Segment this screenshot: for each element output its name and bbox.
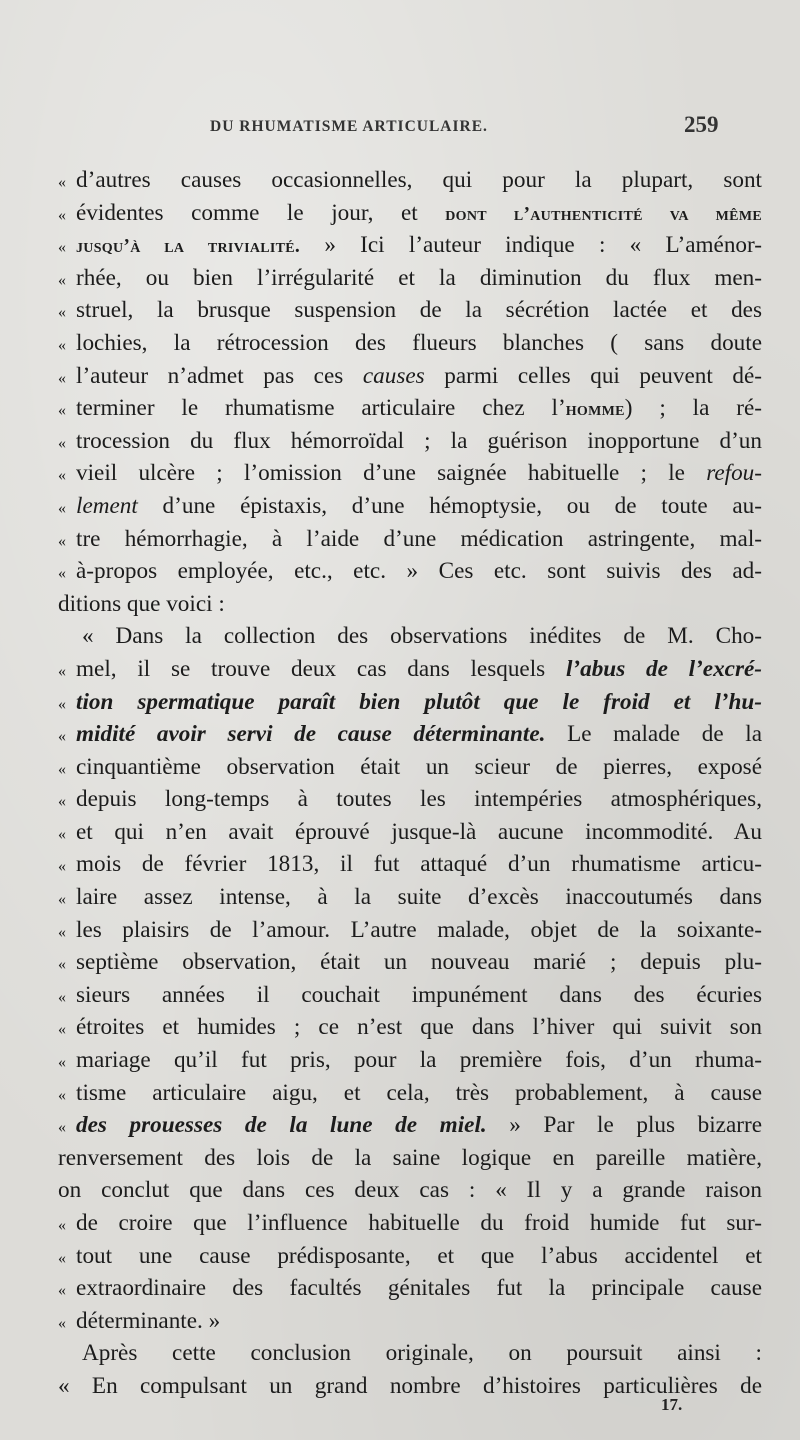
- quote-mark: «: [58, 369, 66, 387]
- text-line: [58, 816, 762, 849]
- text-line: [58, 555, 762, 588]
- quote-mark: «: [58, 1282, 66, 1300]
- text-run: tion spermatique paraît bien plutôt que le froid et l’hu-: [76, 688, 762, 715]
- text-line: [58, 1305, 762, 1338]
- text-line: [58, 881, 762, 914]
- text-run: lochies, la rétrocession des flueurs blanches ( sans doute: [76, 329, 762, 356]
- text-run: à-propos employée, etc., etc. » Ces etc. sont suivis des ad-: [76, 558, 762, 585]
- quote-mark: «: [58, 434, 66, 452]
- quote-mark: «: [58, 499, 66, 517]
- text-run: septième observation, était un nouveau marié ; depuis plu-: [76, 949, 762, 976]
- quote-mark: «: [58, 1054, 66, 1072]
- quote-mark: «: [58, 923, 66, 941]
- text-line: [58, 653, 762, 686]
- text-line: [58, 979, 762, 1012]
- text-run: les plaisirs de l’amour. L’autre malade, objet de la soixante-: [76, 916, 762, 943]
- quote-mark: «: [58, 565, 66, 583]
- text-line: [58, 588, 762, 621]
- quote-mark: «: [58, 467, 66, 485]
- text-run: Après cette conclusion originale, on poursuit ainsi :: [82, 1340, 762, 1367]
- text-run: trocession du flux hémorroïdal ; la guérison inopportune d’un: [76, 427, 762, 454]
- text-line: [58, 1207, 762, 1240]
- page-number: 259: [684, 112, 719, 137]
- quote-mark: «: [58, 760, 66, 778]
- text-run: jusqu’à la trivialité.: [76, 236, 301, 258]
- text-run: » Ici l’auteur indique : « L’aménor-: [300, 232, 762, 259]
- quote-mark: «: [58, 891, 66, 909]
- quote-mark: «: [58, 271, 66, 289]
- text-run: rhée, ou bien l’irrégularité et la diminution du flux men-: [76, 264, 762, 291]
- text-line: [58, 262, 762, 295]
- quote-mark: «: [58, 1119, 66, 1137]
- quote-mark: «: [58, 304, 66, 322]
- text-run: l’abus de l’excré-: [565, 655, 762, 682]
- text-line: [58, 1044, 762, 1077]
- text-run: parmi celles qui peuvent dé-: [424, 362, 762, 389]
- text-run: homme: [565, 399, 625, 421]
- text-line: [58, 197, 762, 230]
- text-line: [58, 914, 762, 947]
- text-line: [58, 686, 762, 719]
- running-title: DU RHUMATISME ARTICULAIRE.: [210, 118, 488, 135]
- text-run: renversement des lois de la saine logique en pareille matière,: [58, 1144, 762, 1171]
- text-run: tout une cause prédisposante, et que l’abus accidentel et: [76, 1242, 762, 1269]
- text-run: cinquantième observation était un scieur de pierres, exposé: [76, 753, 762, 780]
- quote-mark: «: [58, 1021, 66, 1039]
- text-run: des prouesses de la lune de miel.: [76, 1112, 487, 1139]
- text-run: Le malade de la: [545, 721, 762, 748]
- quote-mark: «: [58, 1086, 66, 1104]
- text-run: sieurs années il couchait impunément dans des écuries: [76, 981, 762, 1008]
- body-text: [58, 164, 762, 1403]
- text-line: [58, 848, 762, 881]
- text-run: l’auteur n’admet pas ces: [76, 362, 363, 389]
- quote-mark: «: [58, 858, 66, 876]
- text-run: mariage qu’il fut pris, pour la première fois, d’un rhuma-: [76, 1047, 762, 1074]
- quote-mark: «: [58, 825, 66, 843]
- text-run: midité avoir servi de cause déterminante.: [76, 721, 546, 748]
- text-line: [58, 946, 762, 979]
- text-run: évidentes comme le jour, et: [76, 199, 446, 226]
- text-run: tre hémorrhagie, à l’aide d’une médication astringente, mal-: [76, 525, 762, 552]
- text-run: on conclut que dans ces deux cas : « Il y a grande raison: [58, 1177, 762, 1204]
- text-run: mel, il se trouve deux cas dans lesquels: [76, 655, 566, 682]
- page-header: [0, 112, 800, 142]
- quote-mark: «: [58, 728, 66, 746]
- text-line: [58, 1272, 762, 1305]
- text-line: [58, 457, 762, 490]
- text-run: extraordinaire des facultés génitales fut la principale cause: [76, 1275, 762, 1302]
- text-run: ) ; la ré-: [624, 395, 762, 422]
- text-run: mois de février 1813, il fut attaqué d’un rhumatisme articu-: [76, 851, 762, 878]
- text-run: struel, la brusque suspension de la sécrétion lactée et des: [76, 297, 762, 324]
- text-line: [58, 490, 762, 523]
- text-line: [58, 620, 762, 653]
- text-line: [58, 1077, 762, 1110]
- text-line: [58, 294, 762, 327]
- text-run: déterminante. »: [76, 1307, 221, 1334]
- text-line: [58, 229, 762, 262]
- text-run: causes: [362, 362, 425, 389]
- text-run: « En compulsant un grand nombre d’histoires particulières de: [58, 1372, 762, 1399]
- text-line: [58, 360, 762, 393]
- text-line: [58, 392, 762, 425]
- text-run: étroites et humides ; ce n’est que dans l’hiver qui suivit son: [76, 1014, 762, 1041]
- quote-mark: «: [58, 988, 66, 1006]
- quote-mark: «: [58, 1314, 66, 1332]
- text-line: [58, 523, 762, 556]
- quote-mark: «: [58, 662, 66, 680]
- text-run: » Par le plus bizarre: [486, 1112, 762, 1139]
- quote-mark: «: [58, 336, 66, 354]
- text-line: [58, 751, 762, 784]
- quote-mark: «: [58, 956, 66, 974]
- text-run: et qui n’en avait éprouvé jusque-là aucune incommodité. Au: [76, 818, 762, 845]
- text-run: terminer le rhumatisme articulaire chez l’: [76, 395, 566, 422]
- text-run: d’autres causes occasionnelles, qui pour la plupart, sont: [76, 167, 762, 193]
- text-line: [58, 164, 762, 197]
- text-run: laire assez intense, à la suite d’excès inaccoutumés dans: [76, 884, 762, 911]
- text-line: [58, 425, 762, 458]
- text-run: d’une épistaxis, d’une hémoptysie, ou de toute au-: [137, 492, 762, 519]
- text-line: [58, 1142, 762, 1175]
- quote-mark: «: [58, 206, 66, 224]
- text-line: [58, 1174, 762, 1207]
- text-run: tisme articulaire aigu, et cela, très probablement, à cause: [76, 1079, 762, 1106]
- text-run: « Dans la collection des observations inédites de M. Cho-: [82, 623, 762, 650]
- text-run: dont l’authenticité va même: [445, 203, 762, 225]
- quote-mark: «: [58, 402, 66, 420]
- quote-mark: «: [58, 174, 66, 191]
- text-line: [58, 718, 762, 751]
- text-line: [58, 1109, 762, 1142]
- quote-mark: «: [58, 239, 66, 257]
- quote-mark: «: [58, 695, 66, 713]
- text-run: lement: [76, 492, 138, 519]
- text-line: [58, 327, 762, 360]
- quote-mark: «: [58, 793, 66, 811]
- text-line: [58, 1011, 762, 1044]
- text-run: depuis long-temps à toutes les intempéries atmosphériques,: [76, 786, 762, 813]
- text-line: [58, 1240, 762, 1273]
- quote-mark: «: [58, 532, 66, 550]
- text-line: [58, 783, 762, 816]
- quote-mark: «: [58, 1249, 66, 1267]
- text-run: refou-: [706, 460, 762, 487]
- text-line: [58, 1337, 762, 1370]
- text-run: vieil ulcère ; l’omission d’une saignée habituelle ; le: [76, 460, 707, 487]
- text-line: [58, 1370, 762, 1403]
- quote-mark: «: [58, 1217, 66, 1234]
- text-run: de croire que l’influence habituelle du froid humide fut sur-: [76, 1210, 762, 1236]
- signature-mark: 17.: [661, 1395, 683, 1414]
- text-run: ditions que voici :: [58, 590, 225, 617]
